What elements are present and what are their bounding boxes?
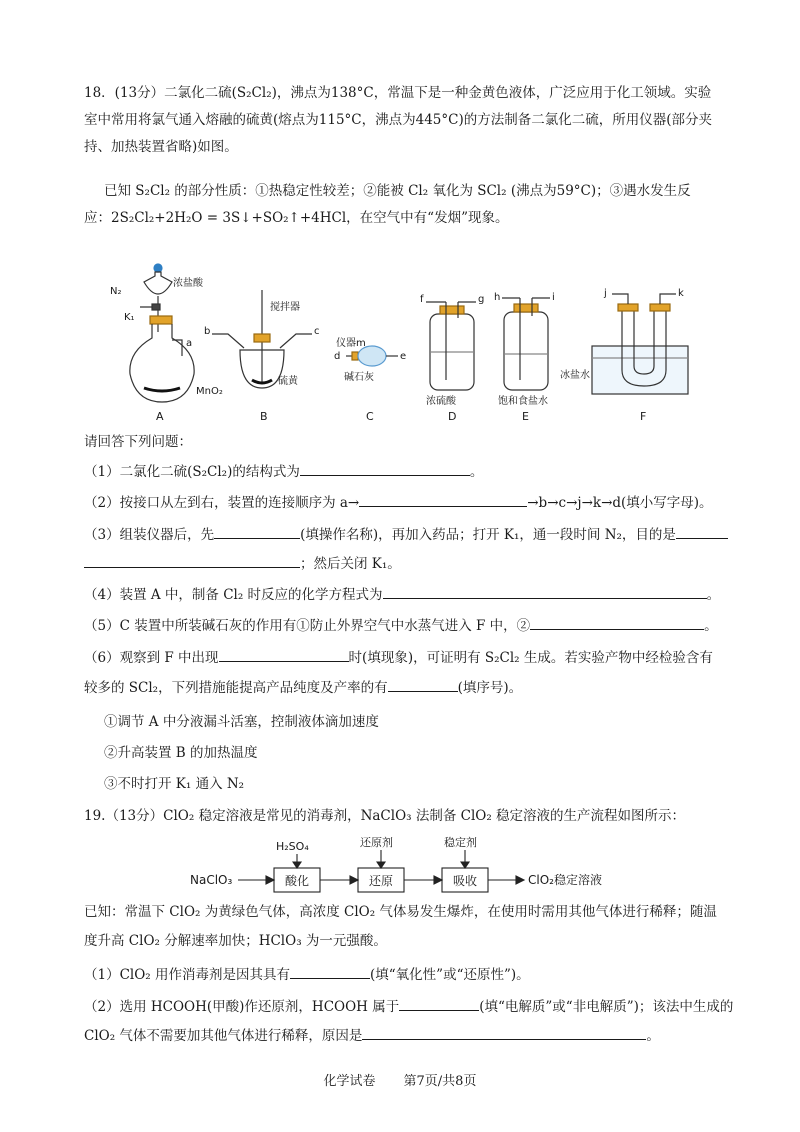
label-stirrer: 搅拌器 [270,302,300,313]
answer-blank-6a[interactable] [219,647,349,662]
q18-part1-end: 。 [469,464,484,480]
q19-part1-text: （1）ClO₂ 用作消毒剂是因其具有 [84,967,291,983]
q18-option-2: ②升高装置 B 的加热温度 [104,745,258,761]
label-mno2: MnO₂ [196,386,223,397]
label-soda-lime: 碱石灰 [344,372,374,383]
q18-part3-text: （3）组装仪器后，先 [84,527,215,543]
apparatus-e [494,292,555,423]
label-port-c: c [314,326,320,337]
answer-blank-6b[interactable] [388,677,458,692]
q19-intro: 19.（13分）ClO₂ 稳定溶液是常见的消毒剂，NaClO₃ 法制备 ClO₂ 稳定溶液的生产流程如图所示： [84,808,686,824]
apparatus-figure [100,262,690,424]
label-port-j: j [604,288,607,299]
q19-part2-text2: ClO₂ 气体不需要加其他气体进行稀释，原因是 [84,1028,363,1044]
q18-part6-text2: 较多的 SCl₂，下列措施能提高产品纯度及产率的有 [84,680,388,696]
q19-part1 [84,964,800,985]
q19-known-line2: 度升高 ClO₂ 分解速率加快；HClO₃ 为一元强酸。 [84,933,387,949]
label-port-a: a [186,338,193,349]
q18-intro-line1: 18．(13分）二氯化二硫(S₂Cl₂)，沸点为138°C，常温下是一种金黄色液体，广泛应用于化工领域。实验 [84,85,712,101]
q18-part3-end: ；然后关闭 K₁。 [300,556,401,572]
label-a: A [156,410,164,423]
label-port-i: i [552,292,555,303]
q18-known-line2: 应：2S₂Cl₂+2H₂O = 3S↓+SO₂↑+4HCl，在空气中有“发烟”现象。 [84,210,509,226]
label-port-k: k [678,288,684,299]
label-ice-salt-water: 冰盐水 [560,370,590,381]
q19-part2 [84,996,800,1017]
q18-intro-line3: 持、加热装置省略)如图。 [84,139,238,155]
answer-blank-2[interactable] [359,492,527,507]
q19-part2-cont [84,1025,800,1046]
q18-part5-end: 。 [704,618,718,634]
q19-part2-end: 。 [646,1028,660,1044]
apparatus-b [204,290,320,423]
page-footer [0,1070,800,1089]
answer-blank-19-2b[interactable] [362,1025,646,1040]
label-c: C [366,410,374,423]
label-port-e: e [400,351,407,362]
q18-part4-text: （4）装置 A 中，制备 Cl₂ 时反应的化学方程式为 [84,587,383,603]
flow-step1-label: 酸化 [285,874,310,888]
apparatus-a [110,264,223,423]
q18-part4 [84,584,800,605]
q18-intro-line2: 室中常用将氯气通入熔融的硫黄(熔点为115°C，沸点为445°C)的方法制备二氯化二硫，所用仪器(部分夹 [84,112,712,128]
answer-blank-19-2a[interactable] [399,996,479,1011]
q18-part6-text: （6）观察到 F 中出现 [84,650,219,666]
q19-part2-text: （2）选用 HCOOH(甲酸)作还原剂，HCOOH 属于 [84,999,400,1015]
label-port-f: f [420,294,424,305]
q19-part2-mid: (填“电解质”或“非电解质”)；该法中生成的 [479,999,734,1015]
q18-prompt: 请回答下列问题： [84,434,192,450]
label-sulfur: 硫黄 [278,376,298,387]
q18-part5-text: （5）C 装置中所装碱石灰的作用有①防止外界空气中水蒸气进入 F 中，② [84,618,531,634]
q19-known-line1: 已知：常温下 ClO₂ 为黄绿色气体，高浓度 ClO₂ 气体易发生爆炸，在使用时需用其他气体进行稀释；随温 [84,904,717,920]
label-instrument-m: 仪器m [336,338,366,349]
flow-step3-input: 稳定剂 [444,836,477,849]
flow-step3-label: 吸收 [453,874,478,888]
q18-option-1: ①调节 A 中分液漏斗活塞，控制液体滴加速度 [104,714,379,730]
q18-part5 [84,615,800,636]
q18-part3-mid: (填操作名称)，再加入药品；打开 K₁，通一段时间 N₂，目的是 [300,527,676,543]
answer-blank-3b[interactable] [676,524,728,539]
q18-part3 [84,524,800,545]
label-port-g: g [478,294,485,305]
answer-blank-19-1[interactable] [290,964,370,979]
label-port-b: b [204,326,211,337]
q18-part6-cont [84,677,800,698]
answer-blank-4[interactable] [383,584,707,599]
label-conc-h2so4: 浓硫酸 [426,396,456,407]
label-sat-nacl: 饱和食盐水 [498,396,548,407]
q19-part1-end: (填“氧化性”或“还原性”)。 [370,967,530,983]
answer-blank-3a[interactable] [214,524,300,539]
label-b: B [260,410,268,423]
label-n2: N₂ [110,286,122,297]
q18-part6 [84,647,800,668]
process-flowchart [190,834,620,894]
answer-blank-5[interactable] [530,615,704,630]
q18-part1-text: （1）二氯化二硫(S₂Cl₂)的结构式为 [84,464,300,480]
q18-part4-end: 。 [706,587,721,603]
label-port-d: d [334,351,341,362]
flow-step2-label: 还原 [369,874,394,888]
answer-blank-3c[interactable] [84,553,300,568]
apparatus-f [560,288,688,423]
q18-part2-end: →b→c→j→k→d(填小写字母)。 [527,495,713,511]
flow-step1-input: H₂SO₄ [276,840,309,853]
label-e: E [522,410,529,423]
q18-part2 [84,492,800,513]
flow-step2-input: 还原剂 [360,836,393,849]
apparatus-c [334,336,406,423]
q18-part6-end: (填序号)。 [457,680,523,696]
label-conc-hcl: 浓盐酸 [173,278,203,289]
label-f: F [640,410,647,423]
footer-subject: 化学试卷 [323,1074,376,1089]
flow-end: ClO₂稳定溶液 [528,873,602,887]
q18-part6-mid: 时(填现象)，可证明有 S₂Cl₂ 生成。若实验产物中经检验含有 [348,650,713,666]
q18-part2-text: （2）按接口从左到右，装置的连接顺序为 a→ [84,495,360,511]
q18-option-3: ③不时打开 K₁ 通入 N₂ [104,776,245,792]
flow-start: NaClO₃ [190,873,233,887]
apparatus-d [420,294,484,423]
label-k1: K₁ [124,312,135,323]
footer-page-number: 第7页/共8页 [403,1074,477,1089]
label-port-h: h [494,292,501,303]
answer-blank-1[interactable] [300,461,470,476]
q18-part1 [84,461,800,482]
q18-part3-cont [84,553,800,574]
label-d: D [448,410,457,423]
q18-known-line1: 已知 S₂Cl₂ 的部分性质：①热稳定性较差；②能被 Cl₂ 氧化为 SCl₂ (沸点为59°C)；③遇水发生反 [104,183,691,199]
